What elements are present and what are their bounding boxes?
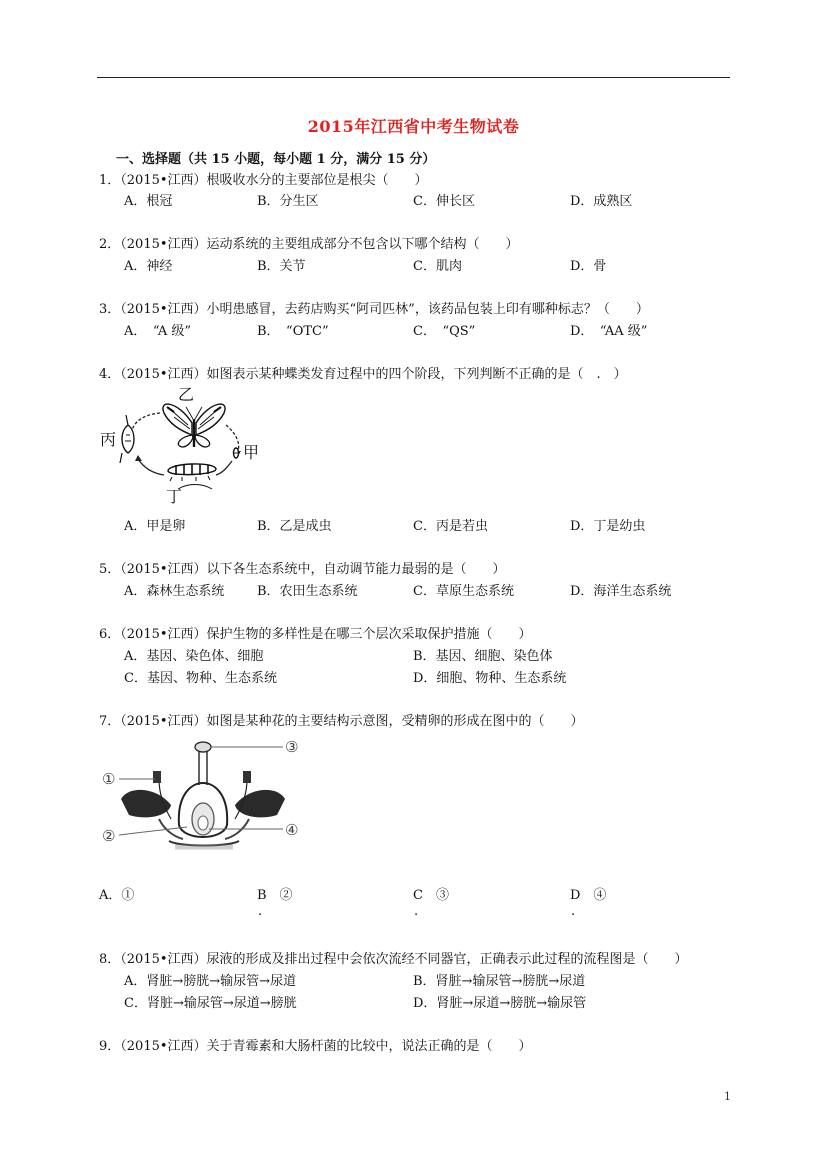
q4-option-a[interactable]: A．甲是卵 [124,519,186,534]
q7-option-b-dot: . [258,904,263,919]
q5-option-a[interactable]: A．森林生态系统 [124,584,225,599]
question-3-stem: 3．（2015•江西）小明患感冒，去药店购买“阿司匹林”，该药品包装上印有哪种标志？（ ） [99,302,649,317]
page-number: 1 [724,1090,731,1103]
q7-option-d[interactable]: D ④ [570,888,607,903]
q1-option-c[interactable]: C．伸长区 [413,194,475,209]
q6-option-b[interactable]: B．基因、细胞、染色体 [413,649,553,664]
q8-option-a[interactable]: A．肾脏→膀胱→输尿管→尿道 [124,974,297,989]
q8-option-c[interactable]: C．肾脏→输尿管→尿道→膀胱 [124,996,297,1011]
q3-option-b[interactable]: B． “OTC” [257,324,329,339]
q7-option-b[interactable]: B ② [257,888,293,903]
q1-option-a[interactable]: A．根冠 [124,194,173,209]
q3-option-a[interactable]: A． “A 级” [124,324,192,339]
q1-option-b[interactable]: B．分生区 [257,194,319,209]
q6-option-d[interactable]: D．细胞、物种、生态系统 [413,671,567,686]
q2-option-a[interactable]: A．神经 [124,259,173,274]
header-rule [97,77,730,78]
q4-option-c[interactable]: C．丙是若虫 [413,519,488,534]
q7-option-c[interactable]: C ③ [413,888,449,903]
question-4-stem: 4．（2015•江西）如图表示某种蝶类发育过程中的四个阶段，下列判断不正确的是（ . ） [99,367,627,382]
q2-option-b[interactable]: B．关节 [257,259,306,274]
question-1-stem: 1．（2015•江西）根吸收水分的主要部位是根尖（ ） [99,173,428,188]
figure1-label-left: 丙 [100,430,117,449]
figure2-label-4: ④ [285,821,299,839]
figure1-label-top: 乙 [178,385,195,404]
q5-option-b[interactable]: B．农田生态系统 [257,584,358,599]
q6-option-c[interactable]: C．基因、物种、生态系统 [124,671,277,686]
q7-option-d-dot: . [571,904,576,919]
q5-option-d[interactable]: D．海洋生态系统 [570,584,672,599]
section-heading: 一、选择题（共 15 小题，每小题 1 分，满分 15 分） [116,152,436,167]
question-9-stem: 9．（2015•江西）关于青霉素和大肠杆菌的比较中，说法正确的是（ ） [99,1039,532,1054]
figure1-label-bottom: 丁 [166,487,183,505]
q8-option-d[interactable]: D．肾脏→尿道→膀胱→输尿管 [413,996,587,1011]
q6-option-a[interactable]: A．基因、染色体、细胞 [124,649,264,664]
q2-option-c[interactable]: C．肌肉 [413,259,462,274]
q7-option-c-dot: . [414,904,419,919]
q7-option-a[interactable]: A．① [99,888,135,903]
figure2-label-1: ① [102,770,116,788]
flower-structure-figure [99,735,309,865]
figure1-label-right: 甲 [243,443,260,462]
q3-option-d[interactable]: D． “AA 级” [570,324,648,339]
q4-option-b[interactable]: B．乙是成虫 [257,519,332,534]
page-title: 2015年江西省中考生物试卷 [307,117,520,136]
pupa-drawing [120,415,134,463]
question-7-stem: 7．（2015•江西）如图是某种花的主要结构示意图，受精卵的形成在图中的（ ） [99,714,584,729]
question-8-stem: 8．（2015•江西）尿液的形成及排出过程中会依次流经不同器官，正确表示此过程的流程图是（ ） [99,952,688,967]
q8-option-b[interactable]: B．肾脏→输尿管→膀胱→尿道 [413,974,586,989]
q4-option-d[interactable]: D．丁是幼虫 [570,519,646,534]
q2-option-d[interactable]: D．骨 [570,259,607,274]
q5-option-c[interactable]: C．草原生态系统 [413,584,514,599]
q3-option-c[interactable]: C． “QS” [413,324,476,339]
figure2-label-3: ③ [285,738,299,756]
q1-option-d[interactable]: D．成熟区 [570,194,633,209]
butterfly-lifecycle-figure [98,385,268,505]
figure2-label-2: ② [102,827,116,845]
question-6-stem: 6．（2015•江西）保护生物的多样性是在哪三个层次采取保护措施（ ） [99,627,532,642]
question-2-stem: 2．（2015•江西）运动系统的主要组成部分不包含以下哪个结构（ ） [99,237,519,252]
caterpillar-larva-drawing [168,464,216,489]
butterfly-adult-drawing [163,404,225,447]
question-5-stem: 5．（2015•江西）以下各生态系统中，自动调节能力最弱的是（ ） [99,562,506,577]
